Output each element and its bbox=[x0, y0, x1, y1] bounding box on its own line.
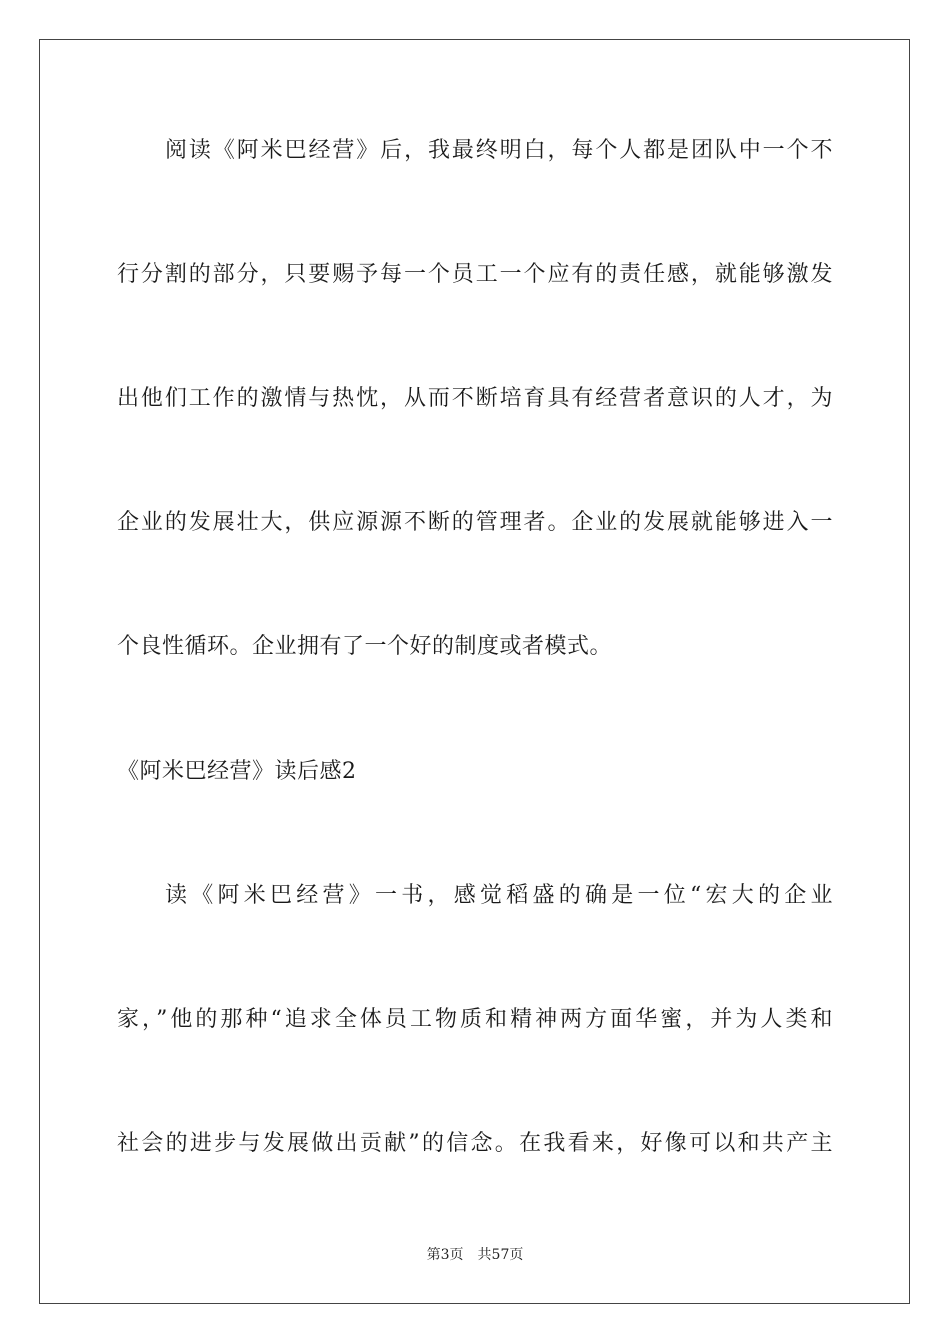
paragraph-2-line-1: 读《阿米巴经营》一书，感觉稻盛的确是一位“宏大的企业 bbox=[165, 883, 833, 908]
page-total: 共57页 bbox=[477, 1247, 524, 1263]
paragraph-2-line-3: 社会的进步与发展做出贡献”的信念。在我看来，好像可以和共产主 bbox=[117, 1131, 833, 1156]
page-number: 第3页 bbox=[426, 1247, 464, 1263]
paragraph-1-line-3: 出他们工作的激情与热忱，从而不断培育具有经营者意识的人才，为 bbox=[117, 386, 833, 411]
page-footer bbox=[0, 1246, 950, 1264]
page-border bbox=[39, 39, 910, 1304]
paragraph-1-line-4: 企业的发展壮大，供应源源不断的管理者。企业的发展就能够进入一 bbox=[117, 510, 833, 535]
section-heading: 《阿米巴经营》读后感2 bbox=[117, 759, 357, 784]
paragraph-2-line-2: 家，”他的那种“追求全体员工物质和精神两方面华蜜，并为人类和 bbox=[117, 1007, 833, 1032]
paragraph-1-line-2: 行分割的部分，只要赐予每一个员工一个应有的责任感，就能够激发 bbox=[117, 262, 833, 287]
paragraph-1-line-5: 个良性循环。企业拥有了一个好的制度或者模式。 bbox=[117, 634, 613, 659]
paragraph-1-line-1: 阅读《阿米巴经营》后，我最终明白，每个人都是团队中一个不 bbox=[165, 138, 833, 163]
